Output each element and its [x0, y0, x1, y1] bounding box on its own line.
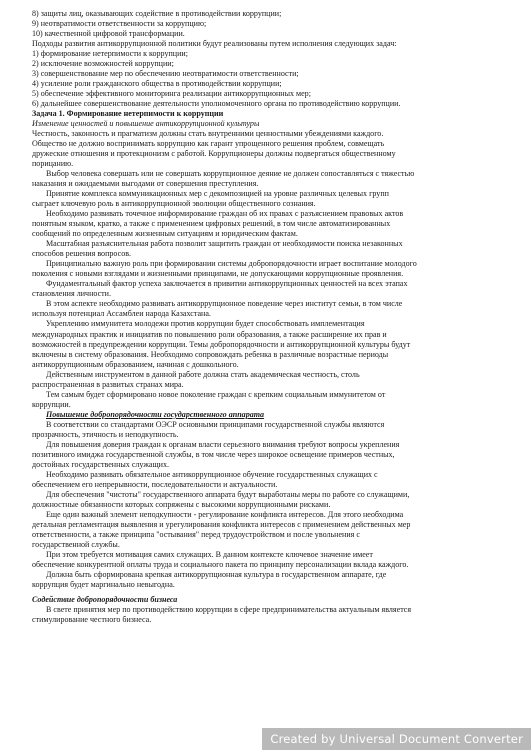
text-line: государственной службы. — [32, 539, 120, 549]
text-line: 5) обеспечение эффективного мониторинга реализации антикоррупционных мер; — [32, 89, 311, 99]
text-line: прозрачность, этичность и неподкупность. — [32, 429, 179, 439]
text-line: становления личности. — [32, 289, 111, 299]
text-line: должностные обязанности которых сопряжены с высокими коррупционными рисками. — [32, 499, 331, 509]
text-line: используя потенциал Ассамблеи народа Казахстана. — [32, 309, 211, 319]
text-line: обеспечением его непрерывности, последовательности и актуальности. — [32, 479, 278, 489]
text-line: Подходы развития антикоррупционной политики будут реализованы путем исполнения следующих задач: — [32, 39, 397, 49]
subsection-heading: Изменение ценностей и повышение антикоррупционной культуры — [32, 119, 260, 129]
text-line: сыграет ключевую роль в антикоррупционной эволюции общественного сознания. — [32, 199, 316, 209]
text-line: Принятие комплекса коммуникационных мер с декомпозицией на уровне различных целевых групп — [46, 189, 389, 199]
text-line: поколения с новыми взглядами и жизненными принципами, не допускающими коррупционные проявления. — [32, 269, 404, 279]
text-line: Должна быть сформирована крепкая антикоррупционная культура в государственном аппарате, где — [46, 569, 387, 579]
text-line: Необходимо развивать обязательное антикоррупционное обучение государственных служащих с — [46, 469, 378, 479]
text-line: 9) неотвратимости ответственности за коррупцию; — [32, 19, 207, 29]
text-line: Укреплению иммунитета молодежи против коррупции будет способствовать имплементация — [46, 319, 365, 329]
text-line: Необходимо развивать точечное информирование граждан об их правах с разъяснением правовых актов — [46, 209, 404, 219]
text-line: детальная регламентация выявления и урегулирования конфликта интересов с применением действенных мер — [32, 519, 411, 529]
text-line: Общество не должно воспринимать коррупцию как гарант упрощенного решения проблем, совмещать — [32, 139, 385, 149]
text-line: Фундаментальный фактор успеха заключается в привитии антикоррупционных ценностей на всех этапах — [46, 279, 408, 289]
text-line: Выбор человека совершать или не совершать коррупционное деяние не должен сопоставляться с тяжестью — [46, 169, 415, 179]
text-line: коррупции. — [32, 399, 71, 409]
text-line: ответственности, а также принципа "остывания" перед трудоустройством и после увольнения с — [32, 529, 360, 539]
text-line: 2) исключение возможностей коррупции; — [32, 59, 174, 69]
text-line: стимулирование честного бизнеса. — [32, 614, 152, 624]
text-line: В соответствии со стандартами ОЭСР основными принципами государственной службы являются — [46, 419, 385, 429]
text-line: коррупция будет маргинально невыгодна. — [32, 579, 175, 589]
text-line: При этом требуется мотивация самих служащих. В данном контексте ключевое значение имеет — [46, 549, 373, 559]
text-line: 10) качественной цифровой трансформации. — [32, 29, 185, 39]
text-line: Действенным инструментом в данной работе должна стать академическая честность, столь — [46, 369, 360, 379]
text-line: достойных государственных служащих. — [32, 459, 170, 469]
text-line: распространенная в развитых странах мира. — [32, 379, 184, 389]
section-heading: Задача 1. Формирование нетерпимости к коррупции — [32, 109, 224, 119]
text-line: 4) усиление роли гражданского общества в противодействии коррупции; — [32, 79, 282, 89]
text-line: 6) дальнейшее совершенствование деятельности уполномоченного органа по противодействию коррупции. — [32, 99, 401, 109]
subsection-heading: Повышение добропорядочности государственного аппарата — [46, 409, 265, 419]
text-line: сообщений по определенным жизненным ситуациям и юридическим фактам. — [32, 229, 298, 239]
subsection-heading: Содействие добропорядочности бизнеса — [32, 594, 178, 604]
text-line: Для повышения доверия граждан к органам власти серьезного внимания требуют вопросы укрепления — [46, 439, 400, 449]
text-line: международных практик и инициатив по повышению роли образования, а также расширение их прав и — [32, 329, 387, 339]
text-line: порицанию. — [32, 159, 74, 169]
text-line: Масштабная разъяснительная работа позволит защитить граждан от необходимости поиска незаконных — [46, 239, 403, 249]
text-line: 1) формирование нетерпимости к коррупции; — [32, 49, 188, 59]
text-line: способов решения вопросов. — [32, 249, 132, 259]
text-line: Еще один важный элемент неподкупности - регулирование конфликта интересов. Для этого необходима — [46, 509, 404, 519]
text-line: позитивного имиджа государственной службы, в том числе через широкое освещение примеров честных, — [32, 449, 395, 459]
text-line: обеспечение конкурентной оплаты труда и социального пакета по принципу персонализации вклада каждого. — [32, 559, 409, 569]
text-line: 3) совершенствование мер по обеспечению неотвратимости ответственности; — [32, 69, 299, 79]
converter-watermark: Created by Universal Document Converter — [262, 728, 531, 750]
text-line: Принципиально важную роль при формировании системы добропорядочности играет воспитание молодого — [46, 259, 417, 269]
text-line: антикоррупционным образованием, начиная с дошкольного. — [32, 359, 239, 369]
text-line: В свете принятия мер по противодействию коррупции в сфере предпринимательства актуальным является — [46, 604, 412, 614]
text-line: Честность, законность и прагматизм должны стать внутренними ценностными убеждениями каждого. — [32, 129, 384, 139]
text-line: наказания и ожидаемыми выгодами от совершения преступления. — [32, 179, 259, 189]
text-line: понятным языком, кратко, а также с применением цифровых решений, в том числе автоматизированных — [32, 219, 391, 229]
text-line: 8) защиты лиц, оказывающих содействие в противодействии коррупции; — [32, 9, 282, 18]
text-line: В этом аспекте необходимо развивать антикоррупционное поведение через институт семьи, в том числе — [46, 299, 403, 309]
text-line: Тем самым будет сформировано новое поколение граждан с крепким социальным иммунитетом от — [46, 389, 386, 399]
text-line: Для обеспечения "чистоты" государственного аппарата будут выработаны меры по работе со служащими, — [46, 489, 410, 499]
text-line: дружеские отношения и протекционизм с работой. Коррупционеры должны подвергаться общественному — [32, 149, 396, 159]
text-line: включены в систему образования. Необходимо сопровождать ребенка в различные возрастные периоды — [32, 349, 389, 359]
text-line: возможностей в предупреждении коррупции. Темы добропорядочности и антикоррупционной культуры будут — [32, 339, 411, 349]
